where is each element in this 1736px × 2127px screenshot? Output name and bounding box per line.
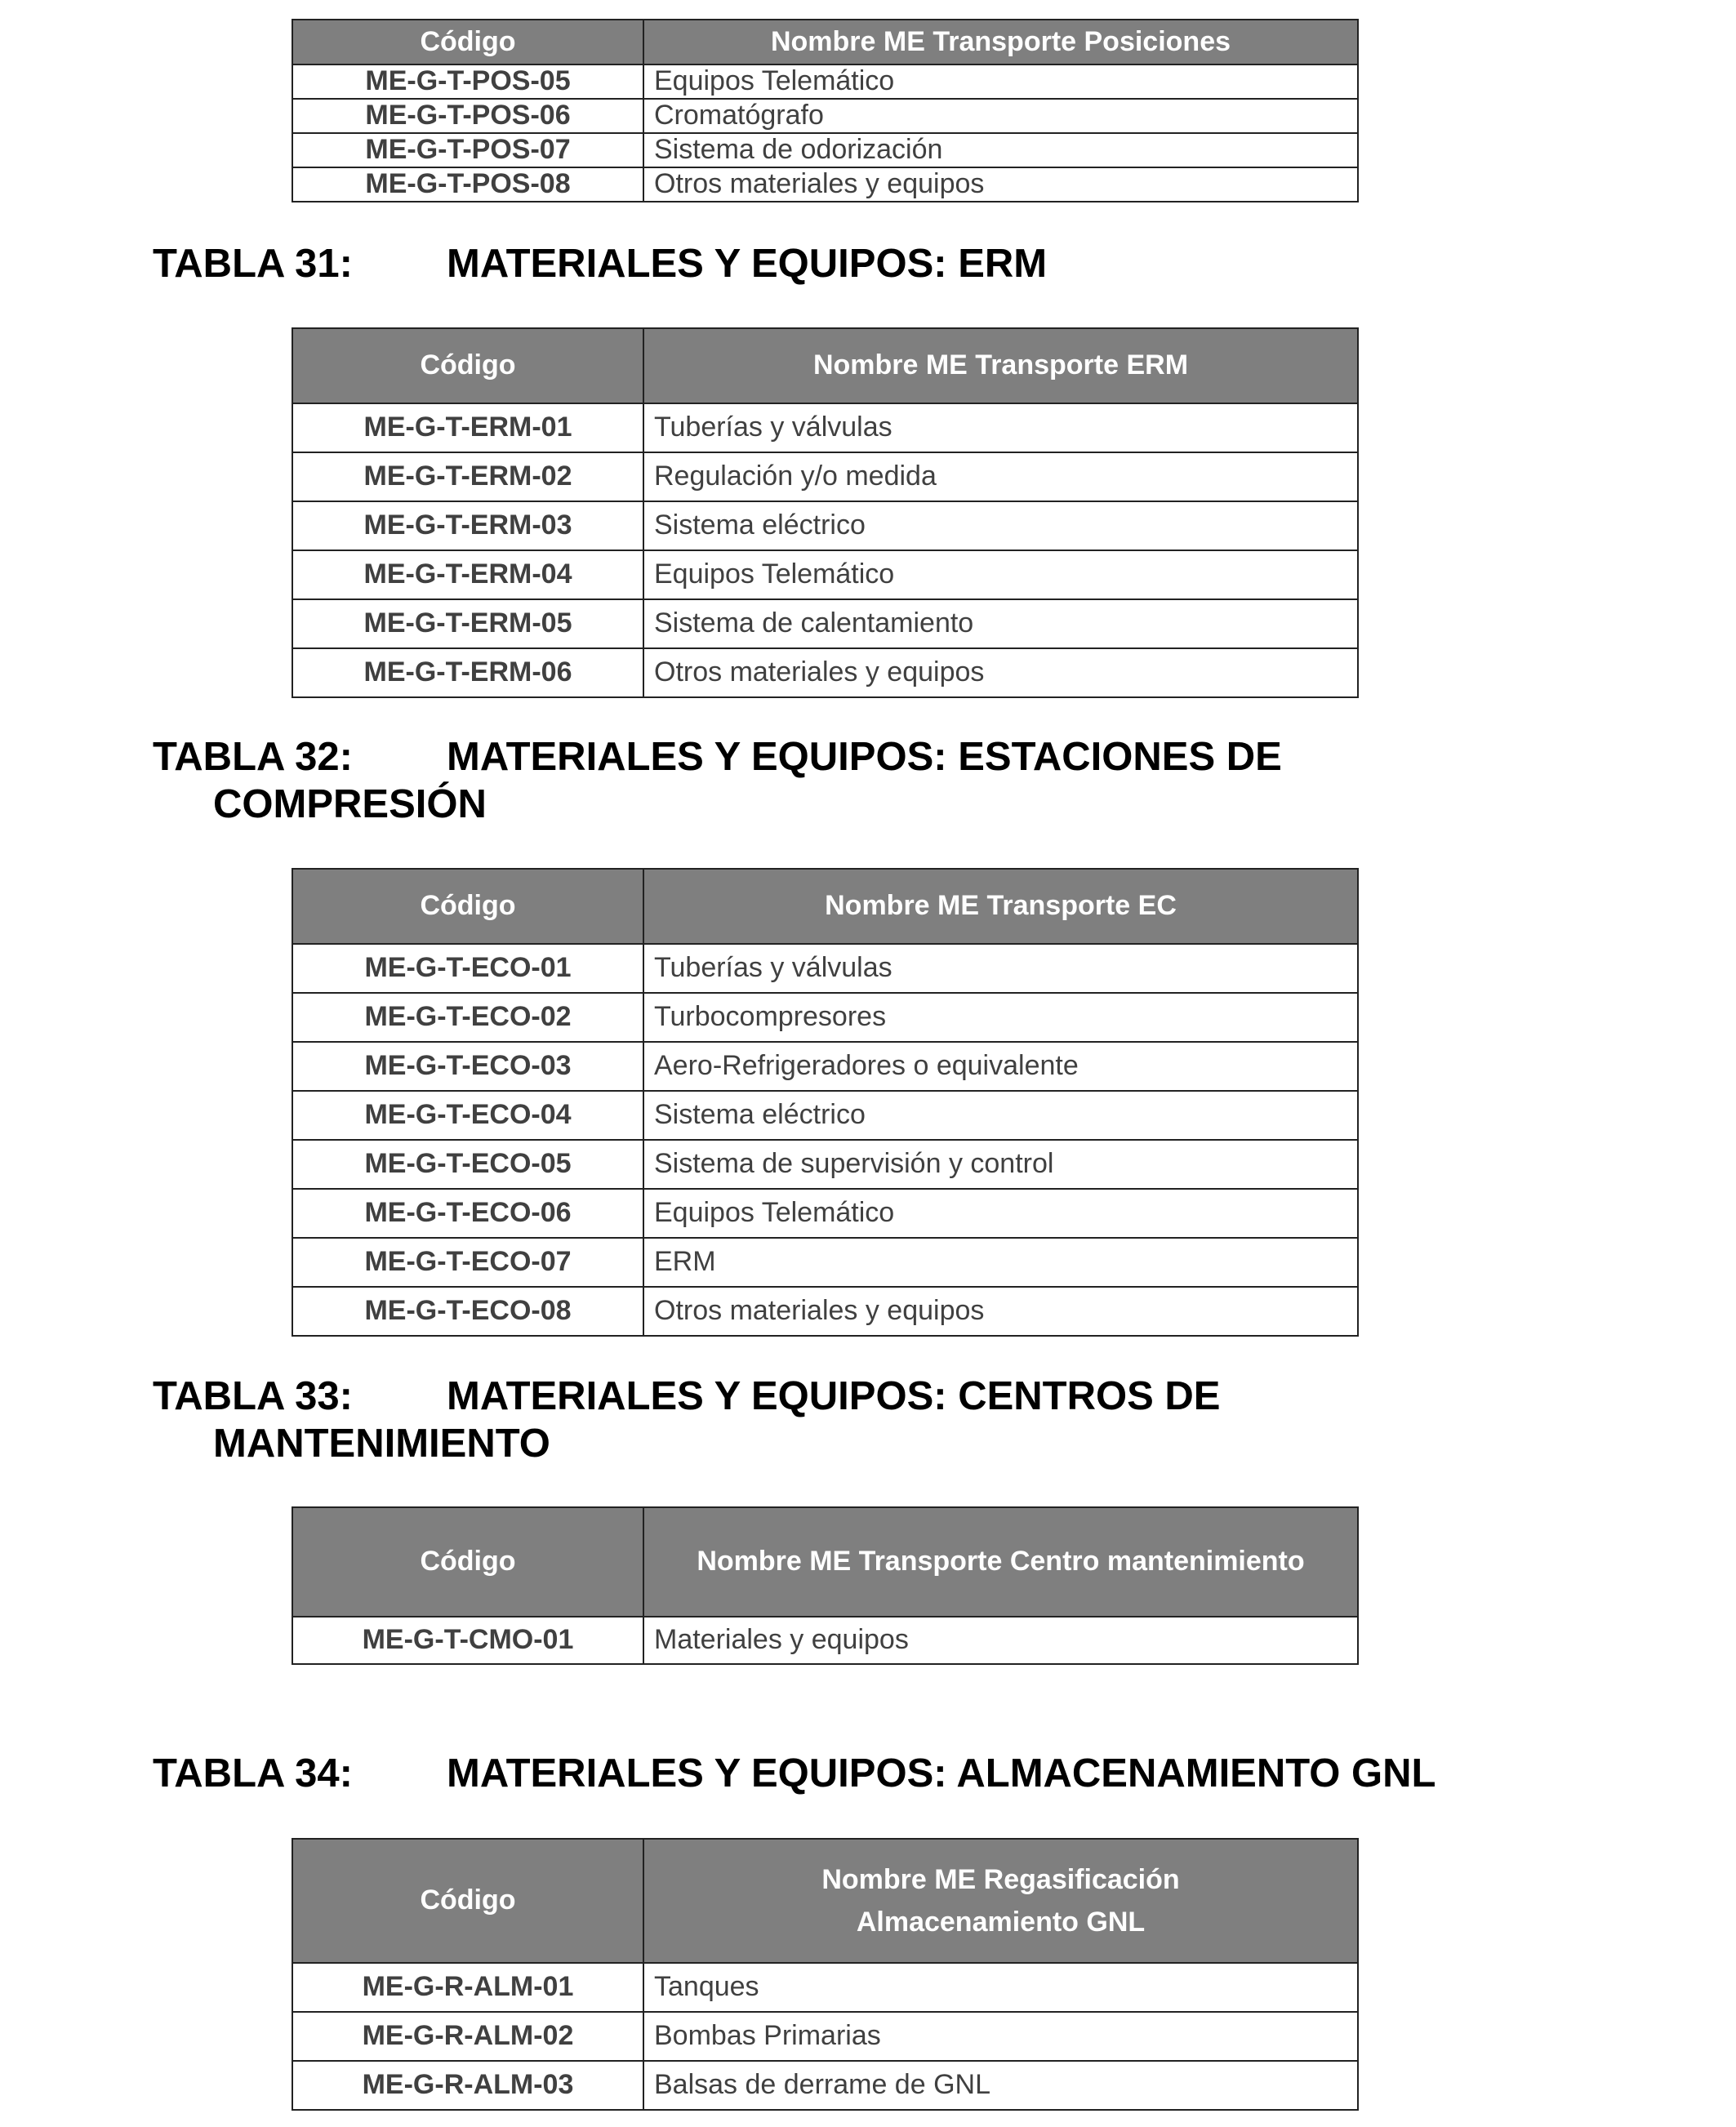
row-name: Regulación y/o medida bbox=[643, 452, 1358, 501]
row-name: ERM bbox=[643, 1238, 1358, 1287]
row-name: Cromatógrafo bbox=[643, 99, 1358, 133]
row-code: ME-G-R-ALM-02 bbox=[292, 2012, 643, 2061]
table-centros-mantenimiento bbox=[292, 1506, 1359, 1665]
row-name: Otros materiales y equipos bbox=[643, 648, 1358, 697]
table-row bbox=[292, 65, 1358, 99]
table-number: TABLA 33: bbox=[153, 1374, 353, 1418]
table-number: TABLA 31: bbox=[153, 242, 353, 286]
row-code: ME-G-T-CMO-01 bbox=[292, 1617, 643, 1664]
table-heading-34 bbox=[153, 1750, 1436, 1797]
table-heading-32 bbox=[153, 733, 1282, 828]
row-name: Aero-Refrigeradores o equivalente bbox=[643, 1042, 1358, 1091]
row-name: Balsas de derrame de GNL bbox=[643, 2061, 1358, 2110]
header-name: Nombre ME Transporte EC bbox=[643, 869, 1358, 944]
table-row bbox=[292, 1140, 1358, 1189]
header-name bbox=[643, 1839, 1358, 1963]
table-title-continuation: MANTENIMIENTO bbox=[213, 1422, 550, 1466]
table-row bbox=[292, 2061, 1358, 2110]
table-title: MATERIALES Y EQUIPOS: ERM bbox=[447, 242, 1048, 286]
row-name: Otros materiales y equipos bbox=[643, 1287, 1358, 1336]
table-title: MATERIALES Y EQUIPOS: ESTACIONES DE bbox=[447, 735, 1282, 779]
row-name: Equipos Telemático bbox=[643, 65, 1358, 99]
row-code: ME-G-T-POS-07 bbox=[292, 133, 643, 167]
table-header-row bbox=[292, 20, 1358, 65]
row-code: ME-G-T-ERM-05 bbox=[292, 599, 643, 648]
row-code: ME-G-T-POS-05 bbox=[292, 65, 643, 99]
row-code: ME-G-T-ECO-08 bbox=[292, 1287, 643, 1336]
row-code: ME-G-T-ERM-03 bbox=[292, 501, 643, 550]
table-row bbox=[292, 1238, 1358, 1287]
table-heading-33 bbox=[153, 1373, 1220, 1467]
table-header-row bbox=[292, 1507, 1358, 1617]
header-code: Código bbox=[292, 1507, 643, 1617]
row-code: ME-G-T-ERM-04 bbox=[292, 550, 643, 599]
row-code: ME-G-T-ECO-01 bbox=[292, 944, 643, 993]
row-code: ME-G-T-ERM-01 bbox=[292, 403, 643, 452]
table-row bbox=[292, 133, 1358, 167]
table-header-row bbox=[292, 1839, 1358, 1963]
header-code: Código bbox=[292, 1839, 643, 1963]
table-row bbox=[292, 501, 1358, 550]
table-title: MATERIALES Y EQUIPOS: CENTROS DE bbox=[447, 1374, 1221, 1418]
header-name: Nombre ME Transporte Posiciones bbox=[643, 20, 1358, 65]
header-code: Código bbox=[292, 869, 643, 944]
table-row bbox=[292, 1963, 1358, 2012]
row-code: ME-G-T-ECO-04 bbox=[292, 1091, 643, 1140]
row-name: Tuberías y válvulas bbox=[643, 944, 1358, 993]
row-code: ME-G-T-POS-08 bbox=[292, 167, 643, 202]
row-name: Tanques bbox=[643, 1963, 1358, 2012]
row-name: Sistema eléctrico bbox=[643, 1091, 1358, 1140]
table-row bbox=[292, 167, 1358, 202]
table-row bbox=[292, 944, 1358, 993]
table-almacenamiento-gnl bbox=[292, 1838, 1359, 2111]
header-name-line2: Almacenamiento GNL bbox=[856, 1907, 1146, 1938]
table-row bbox=[292, 99, 1358, 133]
table-row bbox=[292, 648, 1358, 697]
table-row bbox=[292, 1617, 1358, 1664]
table-title: MATERIALES Y EQUIPOS: ALMACENAMIENTO GNL bbox=[447, 1751, 1436, 1795]
table-row bbox=[292, 452, 1358, 501]
table-header-row bbox=[292, 869, 1358, 944]
row-name: Sistema de calentamiento bbox=[643, 599, 1358, 648]
row-code: ME-G-T-ECO-02 bbox=[292, 993, 643, 1042]
table-row bbox=[292, 1189, 1358, 1238]
row-name: Otros materiales y equipos bbox=[643, 167, 1358, 202]
row-name: Sistema de supervisión y control bbox=[643, 1140, 1358, 1189]
header-name: Nombre ME Transporte Centro mantenimiento bbox=[643, 1507, 1358, 1617]
header-code: Código bbox=[292, 20, 643, 65]
row-name: Tuberías y válvulas bbox=[643, 403, 1358, 452]
table-posiciones bbox=[292, 19, 1359, 202]
table-estaciones-compresion bbox=[292, 868, 1359, 1337]
table-number: TABLA 32: bbox=[153, 735, 353, 779]
row-code: ME-G-T-ERM-06 bbox=[292, 648, 643, 697]
row-name: Sistema de odorización bbox=[643, 133, 1358, 167]
table-erm bbox=[292, 327, 1359, 698]
row-name: Equipos Telemático bbox=[643, 1189, 1358, 1238]
row-code: ME-G-T-ECO-03 bbox=[292, 1042, 643, 1091]
table-number: TABLA 34: bbox=[153, 1751, 353, 1795]
header-name-line1: Nombre ME Regasificación bbox=[821, 1864, 1180, 1895]
table-row bbox=[292, 1042, 1358, 1091]
row-name: Sistema eléctrico bbox=[643, 501, 1358, 550]
table-row bbox=[292, 993, 1358, 1042]
row-name: Bombas Primarias bbox=[643, 2012, 1358, 2061]
row-name: Materiales y equipos bbox=[643, 1617, 1358, 1664]
table-row bbox=[292, 403, 1358, 452]
table-row bbox=[292, 1091, 1358, 1140]
table-title-continuation: COMPRESIÓN bbox=[213, 782, 487, 826]
table-row bbox=[292, 2012, 1358, 2061]
row-code: ME-G-T-ECO-06 bbox=[292, 1189, 643, 1238]
row-name: Equipos Telemático bbox=[643, 550, 1358, 599]
table-header-row bbox=[292, 328, 1358, 403]
row-code: ME-G-T-ECO-05 bbox=[292, 1140, 643, 1189]
row-code: ME-G-T-ERM-02 bbox=[292, 452, 643, 501]
table-row bbox=[292, 550, 1358, 599]
row-code: ME-G-T-ECO-07 bbox=[292, 1238, 643, 1287]
table-row bbox=[292, 1287, 1358, 1336]
row-code: ME-G-T-POS-06 bbox=[292, 99, 643, 133]
table-heading-31 bbox=[153, 240, 1047, 287]
row-code: ME-G-R-ALM-01 bbox=[292, 1963, 643, 2012]
header-code: Código bbox=[292, 328, 643, 403]
row-code: ME-G-R-ALM-03 bbox=[292, 2061, 643, 2110]
row-name: Turbocompresores bbox=[643, 993, 1358, 1042]
table-row bbox=[292, 599, 1358, 648]
header-name: Nombre ME Transporte ERM bbox=[643, 328, 1358, 403]
